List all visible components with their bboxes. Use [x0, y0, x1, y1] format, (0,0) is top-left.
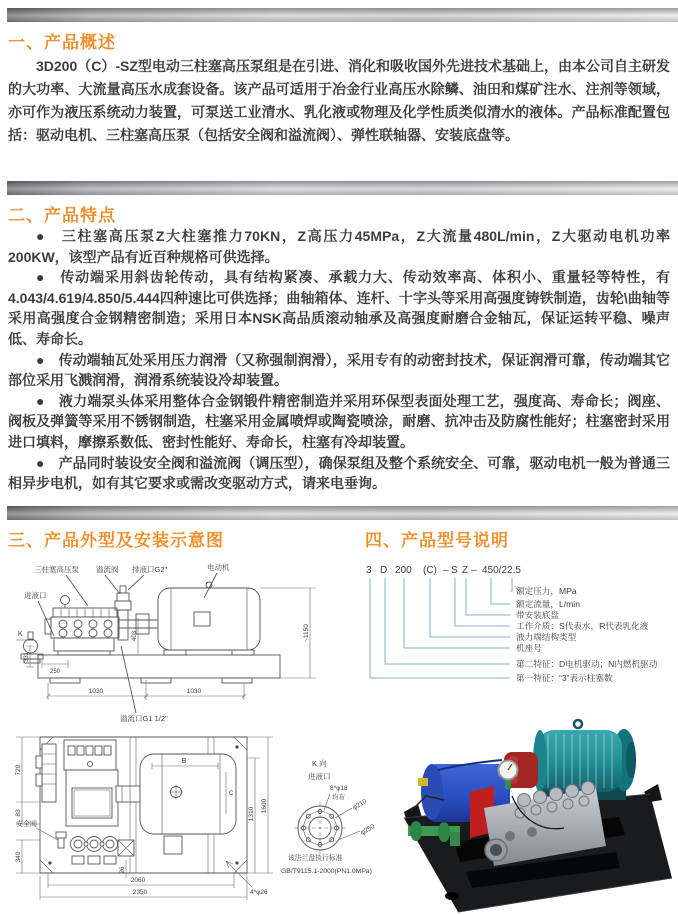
feature-bullet: ● 产品同时装设安全阀和溢流阀（调压型），确保泵组及整个系统安全、可靠，驱动电机一般为普通三相异步电机，如有其它要求或需改变驱动方式，请来电垂询。 [8, 454, 670, 492]
dim-1150: ~1150 [303, 624, 310, 642]
code-part-base: Z [462, 565, 469, 576]
code-part-frame: 200 [395, 565, 412, 576]
dim-corner-holes: 4*φ26 [250, 889, 268, 896]
section-title-model: 四、产品型号说明 [365, 531, 509, 550]
code-part-fluid-end: (C) [423, 565, 437, 576]
model-code-meanings [516, 585, 658, 683]
dim-b: B [181, 758, 187, 765]
label-relief-valve: 溢流阀 [96, 565, 119, 574]
label-evenly-spaced: 均布 [332, 794, 345, 801]
dim-403: 403 [132, 630, 138, 642]
section-title-features: 二、产品特点 [8, 206, 116, 225]
flange-detail-drawing [280, 740, 408, 915]
divider-bar-top [7, 8, 678, 22]
divider-bar-bottom [7, 506, 678, 520]
dim-1310: 1310 [248, 806, 255, 822]
code-part-plungers: 3 [366, 565, 372, 576]
dim-250: 250 [49, 669, 61, 675]
dim-2060: 2060 [130, 877, 146, 884]
meaning-rated-pressure: 额定压力，MPa [516, 586, 577, 596]
section-title-overview: 一、产品概述 [8, 33, 116, 52]
label-motor: 电动机 [207, 563, 230, 572]
dim-26: 26 [120, 866, 126, 874]
label-discharge-port: 排液口G2" [132, 565, 168, 574]
meaning-frame-number: 机座号 [516, 643, 542, 653]
feature-bullet: ● 传动端采用斜齿轮传动，具有结构紧凑、承载力大、传动效率高、体积小、重量轻等特性，有4.043/4.619/4.850/5.444四种速比可供选择；曲轴箱体、连杆、十字头等采用高强度铸铁制造，齿轮\曲轴等采用高强度合金钢精密制造；采用日本NSK高品质滚动轴承及高强度耐磨合金轴瓦，保证运转平稳、噪声低、寿命长。 [8, 269, 670, 347]
meaning-working-medium: 工作介质：S代表水，R代表乳化液 [516, 621, 649, 631]
flange-standard-code: GB/T9115.1-2000(PN1.0MPa) [281, 868, 372, 875]
code-part-flow-pressure: 450/22.5 [482, 565, 521, 576]
label-overflow-port: 溢流口G1 1/2" [120, 714, 168, 723]
label-inlet-port: 进液口 [308, 772, 331, 781]
dim-83: 83 [15, 809, 22, 817]
code-part-drive: D [380, 565, 388, 576]
flange-labels [281, 758, 376, 875]
meaning-rated-flow: 额定流量，L/min [516, 599, 580, 609]
meaning-second-feature: 第二特征：D电机驱动；N内燃机驱动 [516, 659, 658, 669]
flange-linework [294, 794, 360, 854]
dim-720: 720 [15, 764, 22, 776]
dim-331: 331 [24, 651, 30, 663]
meaning-fluid-end-type: 液力端结构类型 [516, 632, 577, 642]
side-view-labels [18, 562, 310, 723]
dim-340: 340 [15, 851, 22, 863]
dim-outer-diameter: φ250 [359, 823, 377, 837]
feature-bullet: ● 传动端轴瓦处采用压力润滑（又称强制润滑），采用专有的动密封技术，保证润滑可靠，传动端其它部位采用飞溅润滑，润滑系统装设冷却装置。 [8, 351, 670, 389]
model-code-parts [366, 565, 521, 576]
features-list [8, 226, 670, 494]
dim-1030-a: 1030 [88, 688, 104, 695]
model-code-leaders [370, 578, 512, 678]
label-view-k: K 向 [312, 759, 327, 768]
overview-paragraph: 3D200（C）-SZ型电动三柱塞高压泵组是在引进、消化和吸收国外先进技术基础上，由本公司自主研发的大功率、大流量高压水成套设备。该产品可适用于冶金行业高压水除鳞、油田和煤矿注水、注剂等领域，亦可作为液压系统动力装置，可泵送工业清水、乳化液或物理及化学性质类似清水的液体。产品标准配置包括：驱动电机、三柱塞高压泵（包括安全阀和溢流阀）、弹性联轴器、安装底盘等。 [8, 58, 670, 143]
dim-2350: 2350 [132, 889, 148, 896]
dim-1600: 1600 [261, 798, 268, 814]
model-code-diagram [360, 558, 678, 718]
dim-bolt-circle: φ210 [351, 798, 369, 812]
code-part-medium: S [451, 565, 458, 576]
side-view-drawing [8, 556, 348, 734]
dim-c: C [229, 791, 234, 797]
plan-view-drawing [12, 728, 290, 915]
label-inlet-port: 进液口 [24, 591, 47, 600]
pump-photo [392, 700, 678, 915]
label-bolt-holes: 8*φ18 [330, 785, 348, 792]
flange-standard-note: 该法兰盘执行标准 [288, 855, 343, 862]
divider-bar-middle [7, 181, 678, 195]
label-pump: 三柱塞高压泵 [34, 565, 79, 574]
code-dash-1: – [443, 565, 449, 576]
feature-bullet: ● 液力端泵头体采用整体合金钢锻件精密制造并采用环保型表面处理工艺，强度高、寿命长；阀座、阀板及弹簧等采用不锈钢制造，柱塞采用金属喷焊或陶瓷喷涂，耐磨、抗冲击及防腐性能好；柱塞密封采用进口填料，摩擦系数低、密封性能好、寿命长，柱塞有冷却装置。 [8, 392, 670, 450]
section-title-outline: 三、产品外型及安装示意图 [8, 531, 224, 550]
meaning-first-feature: 第一特征：“3”表示柱塞数 [516, 673, 613, 683]
code-dash-2: – [471, 565, 477, 576]
dim-1030-b: 1030 [186, 688, 202, 695]
dim-k: K [18, 631, 23, 638]
side-view-linework [21, 573, 280, 713]
label-safety-valve: 安全阀 [16, 821, 37, 828]
meaning-base-plate: 带安装底盘 [516, 610, 559, 620]
feature-bullet: ● 三柱塞高压泵Z大柱塞推力70KN，Z高压力45MPa，Z大流量480L/min，Z大驱动电机功率200KW，该型产品有近百种规格可供选择。 [8, 228, 670, 265]
